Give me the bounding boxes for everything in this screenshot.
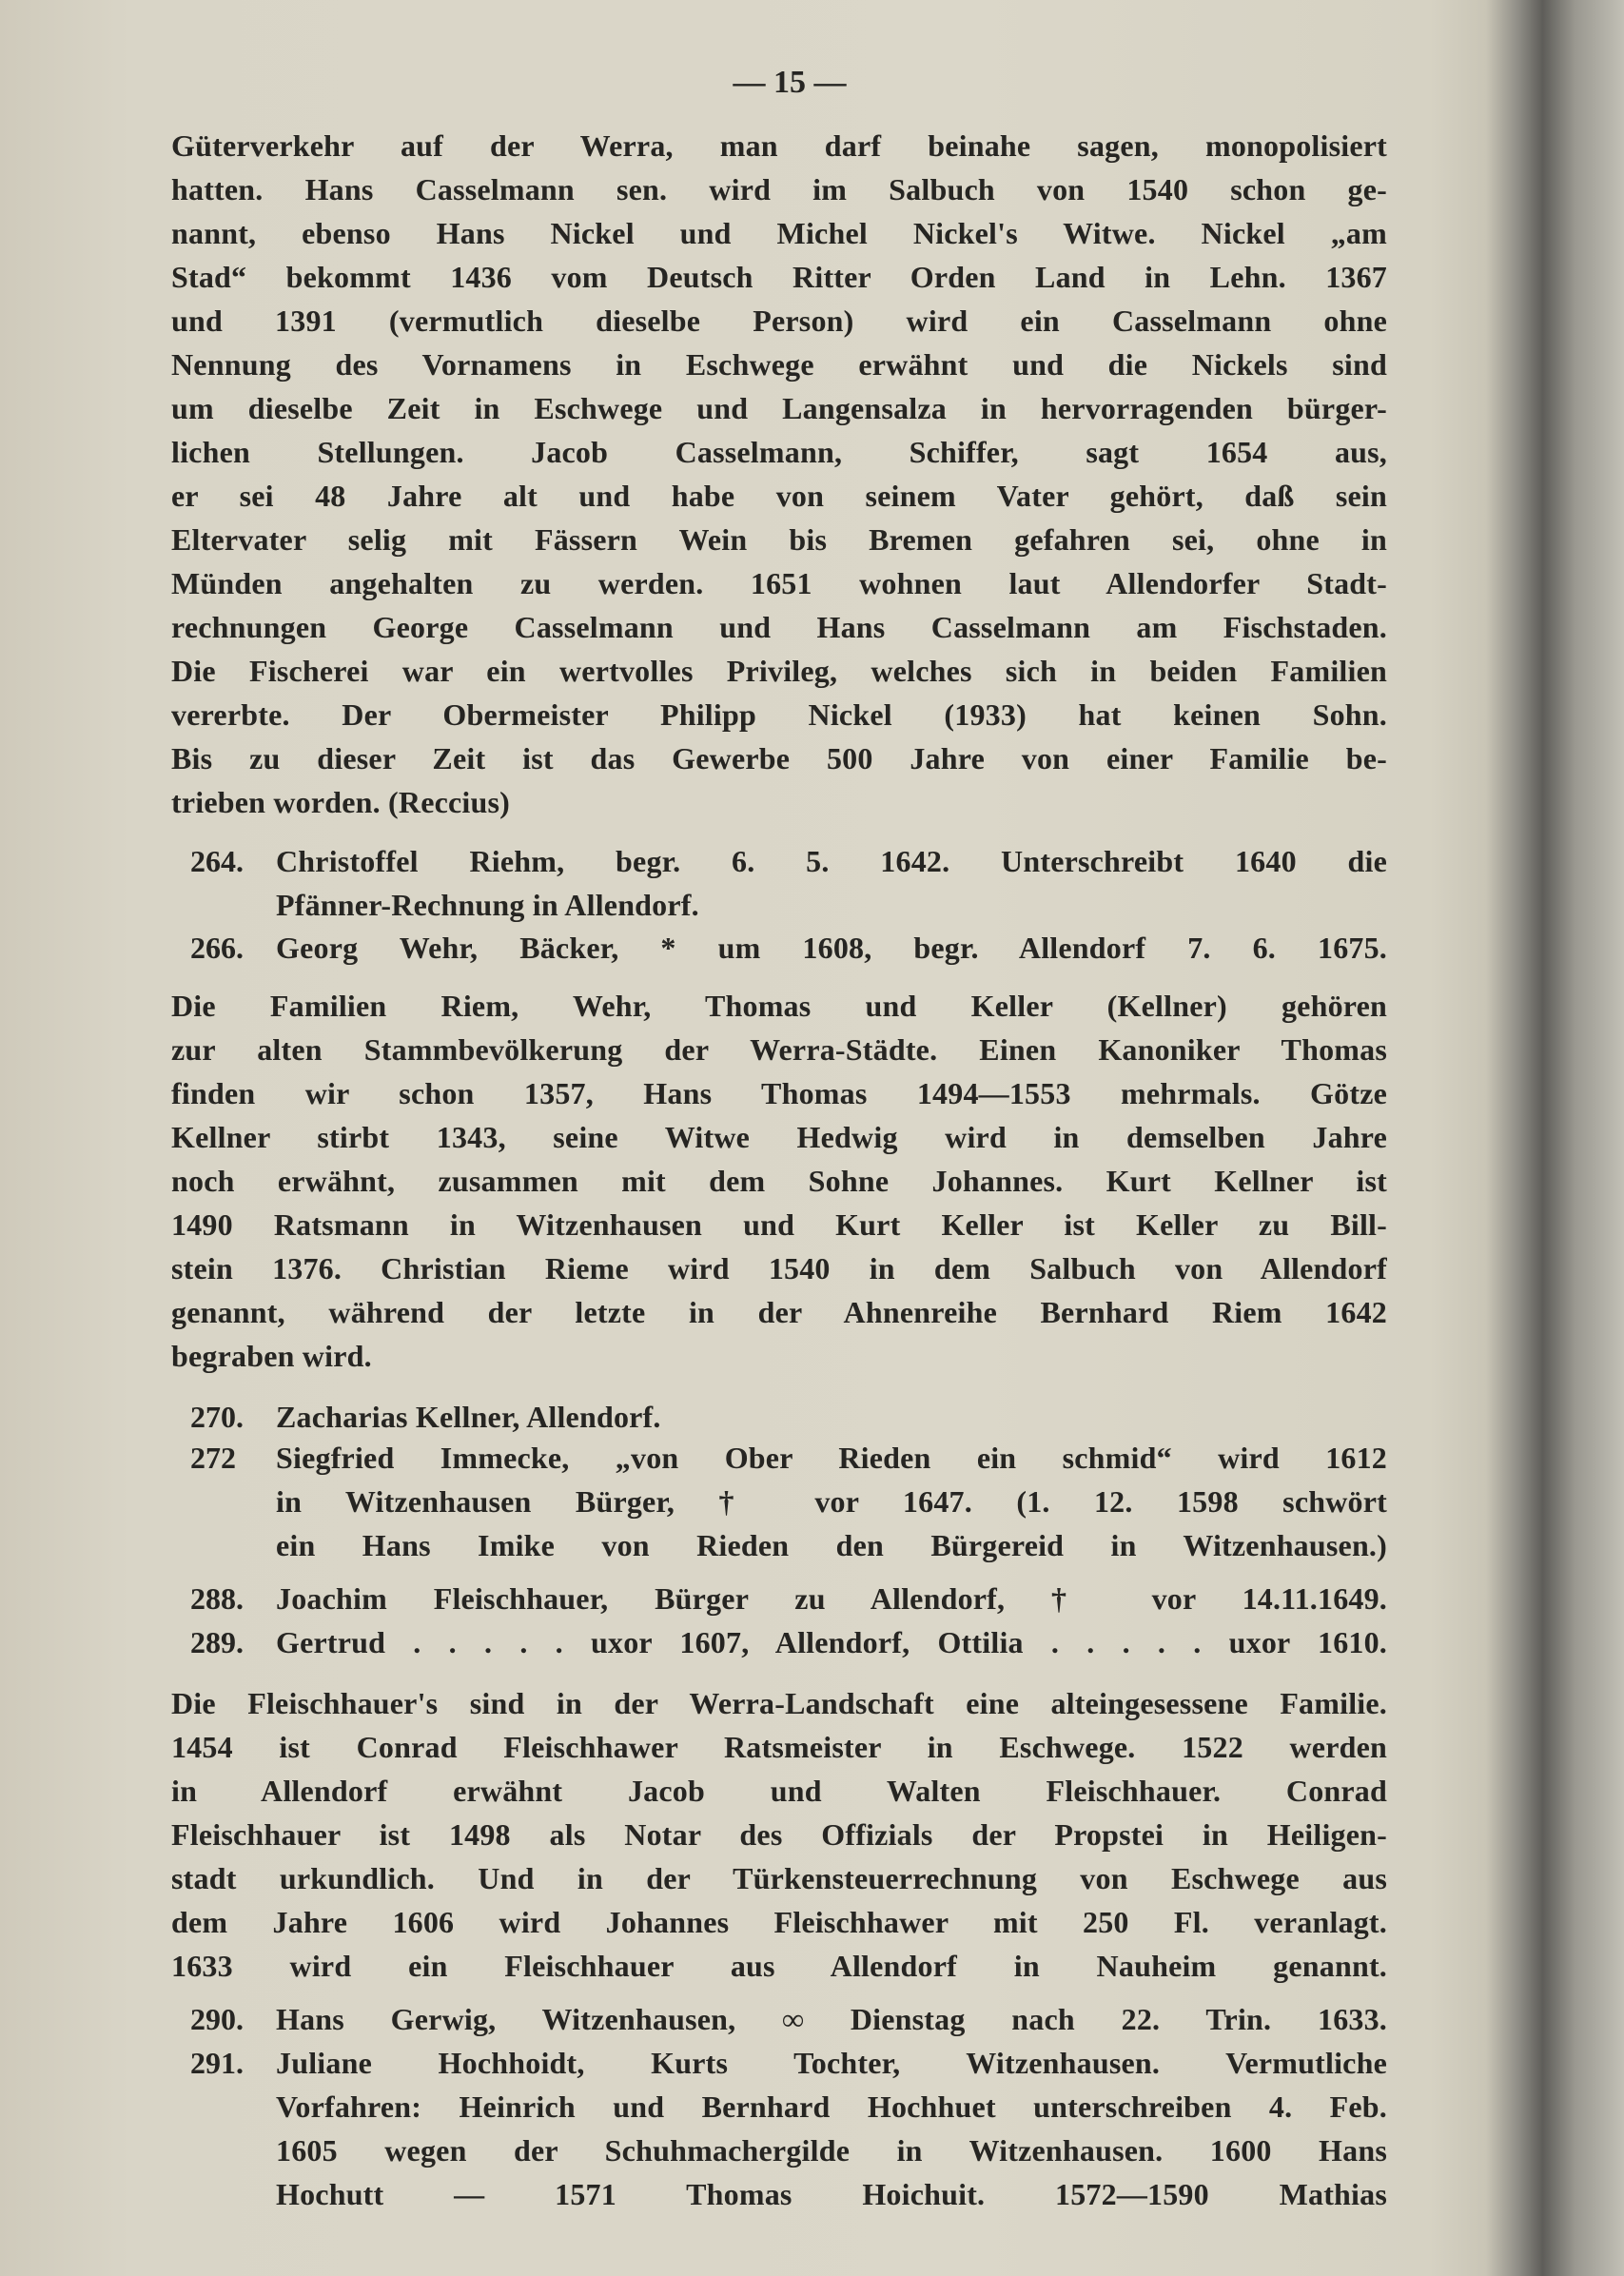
text-line: vererbte. Der Obermeister Philipp Nickel (1933) hat keinen Sohn. <box>171 697 1387 732</box>
text-line: Juliane Hochhoidt, Kurts Tochter, Witzenhausen. Vermutliche <box>276 2046 1387 2080</box>
text-line: stein 1376. Christian Rieme wird 1540 in dem Salbuch von Allendorf <box>171 1251 1387 1285</box>
text-line: Bis zu dieser Zeit ist das Gewerbe 500 Jahre von einer Familie be- <box>171 741 1387 775</box>
text-line: 1605 wegen der Schuhmachergilde in Witzenhausen. 1600 Hans <box>276 2133 1387 2168</box>
text-line: Die Fleischhauer's sind in der Werra-Landschaft eine alteingesessene Familie. <box>171 1686 1387 1720</box>
text-line: genannt, während der letzte in der Ahnenreihe Bernhard Riem 1642 <box>171 1295 1387 1329</box>
text-line: Kellner stirbt 1343, seine Witwe Hedwig wird in demselben Jahre <box>171 1120 1387 1154</box>
text-line: Zacharias Kellner, Allendorf. <box>276 1400 661 1434</box>
text-line: 1454 ist Conrad Fleischhawer Ratsmeister in Eschwege. 1522 werden <box>171 1730 1387 1764</box>
text-line: Münden angehalten zu werden. 1651 wohnen laut Allendorfer Stadt- <box>171 566 1387 600</box>
text-line: hatten. Hans Casselmann sen. wird im Salbuch von 1540 schon ge- <box>171 172 1387 206</box>
text-line: und 1391 (vermutlich dieselbe Person) wird ein Casselmann ohne <box>171 304 1387 338</box>
text-line: Vorfahren: Heinrich und Bernhard Hochhuet unterschreiben 4. Feb. <box>276 2090 1387 2124</box>
text-line: 1633 wird ein Fleischhauer aus Allendorf in Nauheim genannt. <box>171 1949 1387 1983</box>
text-line: Stad“ bekommt 1436 vom Deutsch Ritter Orden Land in Lehn. 1367 <box>171 260 1387 294</box>
text-line: zur alten Stammbevölkerung der Werra-Städte. Einen Kanoniker Thomas <box>171 1032 1387 1067</box>
text-line: trieben worden. (Reccius) <box>171 785 511 819</box>
text-line: begraben wird. <box>171 1339 372 1373</box>
text-line: Eltervater selig mit Fässern Wein bis Bremen gefahren sei, ohne in <box>171 522 1387 557</box>
text-line: Gertrud . . . . . uxor 1607, Allendorf, Ottilia . . . . . uxor 1610. <box>276 1625 1387 1659</box>
text-line: nannt, ebenso Hans Nickel und Michel Nickel's Witwe. Nickel „am <box>171 216 1387 250</box>
text-line: Güterverkehr auf der Werra, man darf beinahe sagen, monopolisiert <box>171 128 1387 163</box>
entry-number: 289. <box>190 1625 244 1659</box>
text-line: Fleischhauer ist 1498 als Notar des Offizials der Propstei in Heiligen- <box>171 1817 1387 1852</box>
entry-number: 272 <box>190 1441 236 1475</box>
entry-number: 291. <box>190 2046 244 2080</box>
text-line: Georg Wehr, Bäcker, * um 1608, begr. Allendorf 7. 6. 1675. <box>276 931 1387 965</box>
text-line: Siegfried Immecke, „von Ober Rieden ein schmid“ wird 1612 <box>276 1441 1387 1475</box>
text-line: in Witzenhausen Bürger, † vor 1647. (1. 12. 1598 schwört <box>276 1484 1387 1519</box>
text-line: Hochutt — 1571 Thomas Hoichuit. 1572—1590 Mathias <box>276 2177 1387 2211</box>
entry-number: 266. <box>190 931 244 965</box>
text-line: lichen Stellungen. Jacob Casselmann, Schiffer, sagt 1654 aus, <box>171 435 1387 469</box>
text-line: Hans Gerwig, Witzenhausen, ∞ Dienstag nach 22. Trin. 1633. <box>276 2002 1387 2036</box>
entry-number: 270. <box>190 1400 244 1434</box>
text-line: in Allendorf erwähnt Jacob und Walten Fleischhauer. Conrad <box>171 1774 1387 1808</box>
text-line: Nennung des Vornamens in Eschwege erwähnt und die Nickels sind <box>171 347 1387 382</box>
text-line: Pfänner-Rechnung in Allendorf. <box>276 888 699 922</box>
text-line: ein Hans Imike von Rieden den Bürgereid in Witzenhausen.) <box>276 1528 1387 1562</box>
text-line: stadt urkundlich. Und in der Türkensteuerrechnung von Eschwege aus <box>171 1861 1387 1895</box>
text-line: dem Jahre 1606 wird Johannes Fleischhawer mit 250 Fl. veranlagt. <box>171 1905 1387 1939</box>
text-line: rechnungen George Casselmann und Hans Casselmann am Fischstaden. <box>171 610 1387 644</box>
entry-number: 264. <box>190 844 244 878</box>
text-line: finden wir schon 1357, Hans Thomas 1494—1553 mehrmals. Götze <box>171 1076 1387 1110</box>
text-line: Christoffel Riehm, begr. 6. 5. 1642. Unterschreibt 1640 die <box>276 844 1387 878</box>
text-line: um dieselbe Zeit in Eschwege und Langensalza in hervorragenden bürger- <box>171 391 1387 425</box>
text-line: noch erwähnt, zusammen mit dem Sohne Johannes. Kurt Kellner ist <box>171 1164 1387 1198</box>
page-number: — 15 — <box>733 65 847 100</box>
text-line: Die Fischerei war ein wertvolles Privileg, welches sich in beiden Familien <box>171 654 1387 688</box>
text-line: 1490 Ratsmann in Witzenhausen und Kurt Keller ist Keller zu Bill- <box>171 1207 1387 1242</box>
text-line: Die Familien Riem, Wehr, Thomas und Keller (Kellner) gehören <box>171 989 1387 1023</box>
entry-number: 288. <box>190 1581 244 1616</box>
text-line: er sei 48 Jahre alt und habe von seinem Vater gehört, daß sein <box>171 479 1387 513</box>
entry-number: 290. <box>190 2002 244 2036</box>
text-line: Joachim Fleischhauer, Bürger zu Allendorf, † vor 14.11.1649. <box>276 1581 1387 1616</box>
